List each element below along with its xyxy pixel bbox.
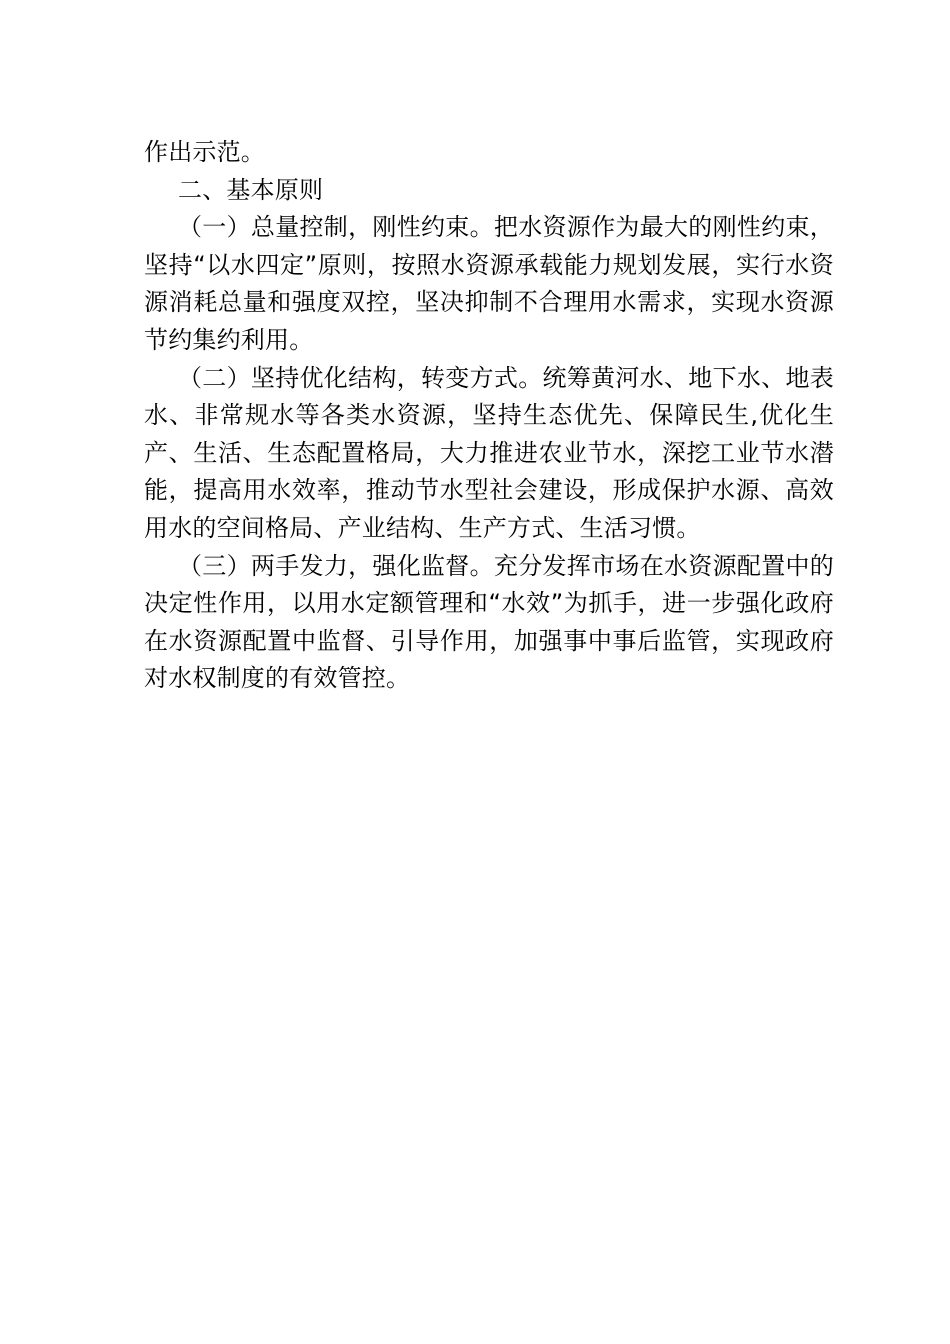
paragraph-principle-3: （三）两手发力，强化监督。充分发挥市场在水资源配置中的决定性作用，以用水定额管理和“水效”为抓手，进一步强化政府在水资源配置中监督、引导作用，加强事中事后监管，实现政府对水权制度的有效管控。 [144,551,834,693]
paragraph-fragment: 作出示范。 [144,138,265,166]
document-body [144,134,834,698]
paragraph-principle-2: （二）坚持优化结构，转变方式。统筹黄河水、地下水、地表水、非常规水等各类水资源，坚持生态优先、保障民生,优化生产、生活、生态配置格局，大力推进农业节水，深挖工业节水潜能，提高用水效率，推动节水型社会建设，形成保护水源、高效用水的空间格局、产业结构、生产方式、生活习惯。 [144,363,834,542]
section-heading: 二、基本原则 [178,175,324,204]
paragraph-principle-1: （一）总量控制，刚性约束。把水资源作为最大的刚性约束，坚持“以水四定”原则，按照水资源承载能力规划发展，实行水资源消耗总量和强度双控，坚决抑制不合理用水需求，实现水资源节约集约利用。 [144,213,834,354]
